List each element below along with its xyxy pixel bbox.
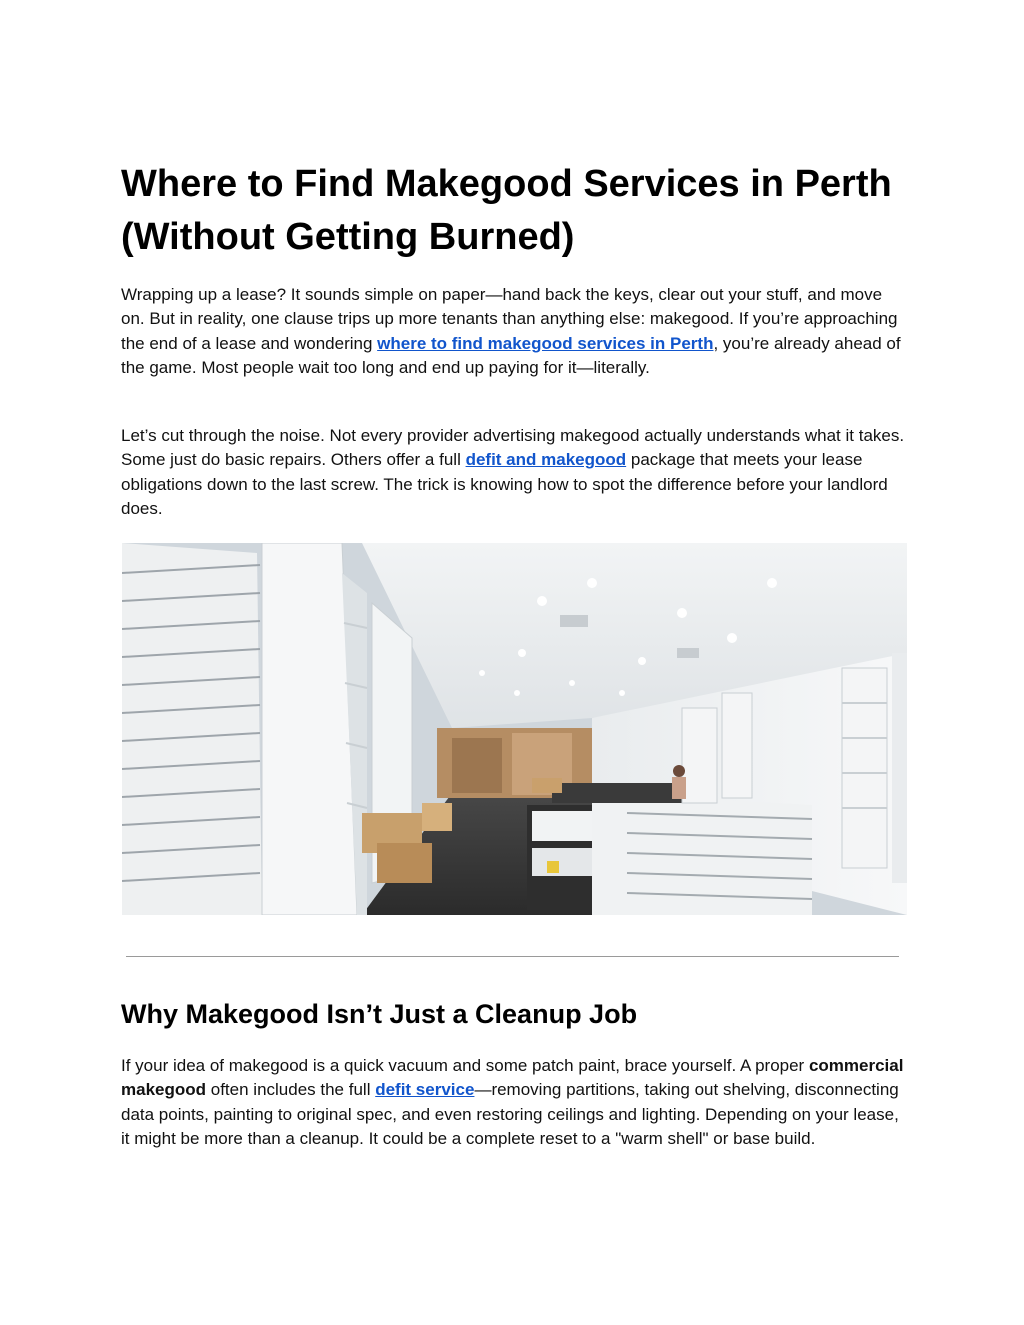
commercial-makegood-bold: commercial makegood xyxy=(121,1056,904,1100)
third-text-between: often includes the full xyxy=(206,1080,376,1100)
page-title: Where to Find Makegood Services in Perth (Without Getting Burned) xyxy=(121,163,892,258)
second-text-after: package that meets your lease obligations down to the last screw. The trick is knowing how to spot the difference before your landlord does. xyxy=(121,450,888,519)
intro-text-before: Wrapping up a lease? It sounds simple on paper—hand back the keys, clear out your stuff, and move on. But in reality, one clause trips up more tenants than anything else: makegood. If you’re approaching the end of a lease and wondering xyxy=(121,285,898,353)
retail-store-interior-photo xyxy=(122,543,907,915)
makegood-services-perth-link[interactable]: where to find makegood services in Perth xyxy=(377,333,714,353)
section-heading: Why Makegood Isn’t Just a Cleanup Job xyxy=(121,999,638,1029)
horizontal-divider xyxy=(126,956,899,957)
intro-paragraph xyxy=(121,283,906,381)
intro-text-after: , you’re already ahead of the game. Most people wait too long and end up paying for it—literally. xyxy=(121,333,901,378)
third-text-after: —removing partitions, taking out shelving, disconnecting data points, painting to original spec, and even restoring ceilings and lighting. Depending on your lease, it might be more than a cleanup. It could be a complete reset to a "warm shell" or base build. xyxy=(121,1080,899,1149)
second-paragraph xyxy=(121,424,906,522)
third-text-before: If your idea of makegood is a quick vacuum and some patch paint, brace yourself. A proper xyxy=(121,1056,809,1075)
defit-and-makegood-link[interactable]: defit and makegood xyxy=(465,450,627,470)
defit-service-link[interactable]: defit service xyxy=(375,1080,475,1100)
second-text-before: Let’s cut through the noise. Not every provider advertising makegood actually understands what it takes. Some just do basic repairs. Others offer a full xyxy=(121,426,905,470)
photo-illustration xyxy=(122,543,907,915)
third-paragraph xyxy=(121,1054,906,1152)
